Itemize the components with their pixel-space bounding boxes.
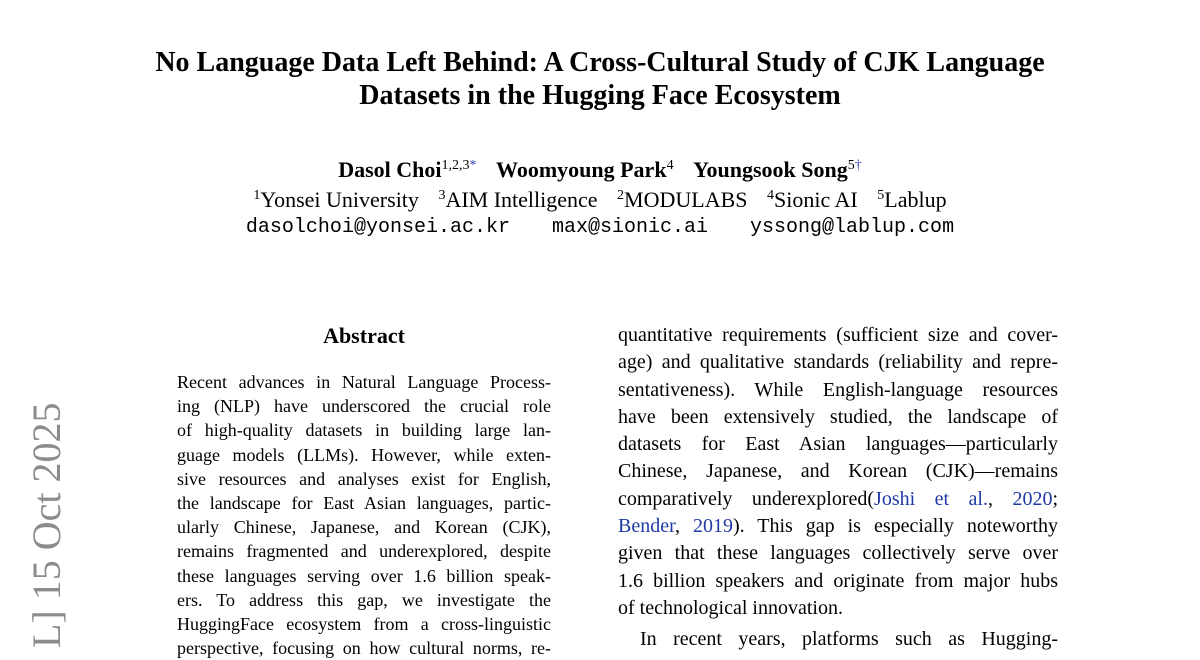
affil-sup: 1 [253, 188, 261, 203]
citation-year-link[interactable]: 2019 [692, 515, 733, 538]
title-line-1: No Language Data Left Behind: A Cross-Cultural Study of CJK Language [155, 47, 1045, 78]
body-line: have been extensively studied, the landscape of [618, 405, 1058, 428]
affil-name: AIM Intelligence [445, 187, 598, 212]
affiliation-list [100, 186, 1100, 214]
author-affil-sup: 1,2,3 [441, 158, 470, 173]
abstract-line: ularly Chinese, Japanese, and Korean (CJK), [177, 517, 551, 538]
body-line: Chinese, Japanese, and Korean (CJK)—remains [618, 460, 1058, 483]
affil-sup: 2 [617, 188, 625, 203]
author-email[interactable]: dasolchoi@yonsei.ac.kr [245, 216, 510, 239]
body-line: of technological innovation. [618, 596, 843, 619]
author-affil-sup: 5 [847, 158, 855, 173]
body-line [618, 513, 1058, 540]
body-text: ). This gap is especially noteworthy [732, 515, 1058, 538]
abstract-line: ing (NLP) have underscored the crucial role [177, 396, 551, 417]
email-list [100, 215, 1100, 241]
body-line: sentativeness). While English-language resources [618, 378, 1058, 401]
author-name: Woomyoung Park [496, 157, 667, 182]
body-text: , [674, 515, 693, 538]
abstract-line: ers. To address this gap, we investigate the [177, 589, 551, 610]
citation-link[interactable]: Bender [618, 515, 675, 538]
arxiv-stamp: L] 15 Oct 2025 [24, 402, 69, 648]
abstract-line: these languages serving over 1.6 billion speak- [177, 565, 551, 586]
abstract-line: guage models (LLMs). However, while exten- [177, 444, 551, 465]
body-line: age) and qualitative standards (reliability and repre- [618, 351, 1058, 374]
abstract-line: HuggingFace ecosystem from a cross-linguistic [177, 614, 551, 635]
abstract-body [177, 370, 551, 660]
affil-sup: 5 [877, 188, 885, 203]
body-text: ; [1052, 487, 1058, 510]
affil-sup: 4 [767, 188, 775, 203]
body-line: In recent years, platforms such as Hugging- [640, 628, 1058, 651]
citation-year-link[interactable]: 2020 [1012, 487, 1053, 510]
citation-link[interactable]: Joshi et al. [874, 487, 988, 510]
body-line: datasets for East Asian languages—particularly [618, 433, 1058, 456]
affil-name: Yonsei University [260, 187, 419, 212]
abstract-line: perspective, focusing on how cultural norms, re- [177, 638, 551, 659]
author-footnote-mark[interactable]: † [854, 158, 862, 173]
body-text: comparatively underexplored( [618, 487, 875, 510]
author-name: Dasol Choi [338, 157, 442, 182]
abstract-line: of high-quality datasets in building large lan- [177, 420, 551, 441]
abstract-line: the landscape for East Asian languages, partic- [177, 493, 551, 514]
body-text: , [987, 487, 1013, 510]
abstract-heading: Abstract [323, 323, 405, 348]
body-line: 1.6 billion speakers and originate from major hubs [618, 569, 1058, 592]
abstract-line: sive resources and analyses exist for English, [177, 468, 551, 489]
body-line [618, 486, 1058, 513]
affil-name: Sionic AI [774, 187, 858, 212]
body-line: quantitative requirements (sufficient size and cover- [618, 324, 1058, 346]
author-footnote-mark[interactable]: * [469, 158, 477, 173]
paper-title [100, 46, 1100, 112]
author-name: Youngsook Song [693, 157, 848, 182]
abstract-line: remains fragmented and underexplored, despite [177, 541, 551, 562]
affil-sup: 3 [438, 188, 446, 203]
intro-column [618, 322, 1058, 654]
affil-name: MODULABS [624, 187, 748, 212]
author-email[interactable]: max@sionic.ai [551, 216, 709, 239]
author-affil-sup: 4 [666, 158, 674, 173]
author-email[interactable]: yssong@lablup.com [750, 216, 955, 239]
title-line-2: Datasets in the Hugging Face Ecosystem [359, 80, 841, 111]
affil-name: Lablup [884, 187, 947, 212]
body-line: given that these languages collectively serve over [618, 542, 1058, 565]
author-list [100, 156, 1100, 184]
abstract-line: Recent advances in Natural Language Process- [177, 372, 551, 392]
